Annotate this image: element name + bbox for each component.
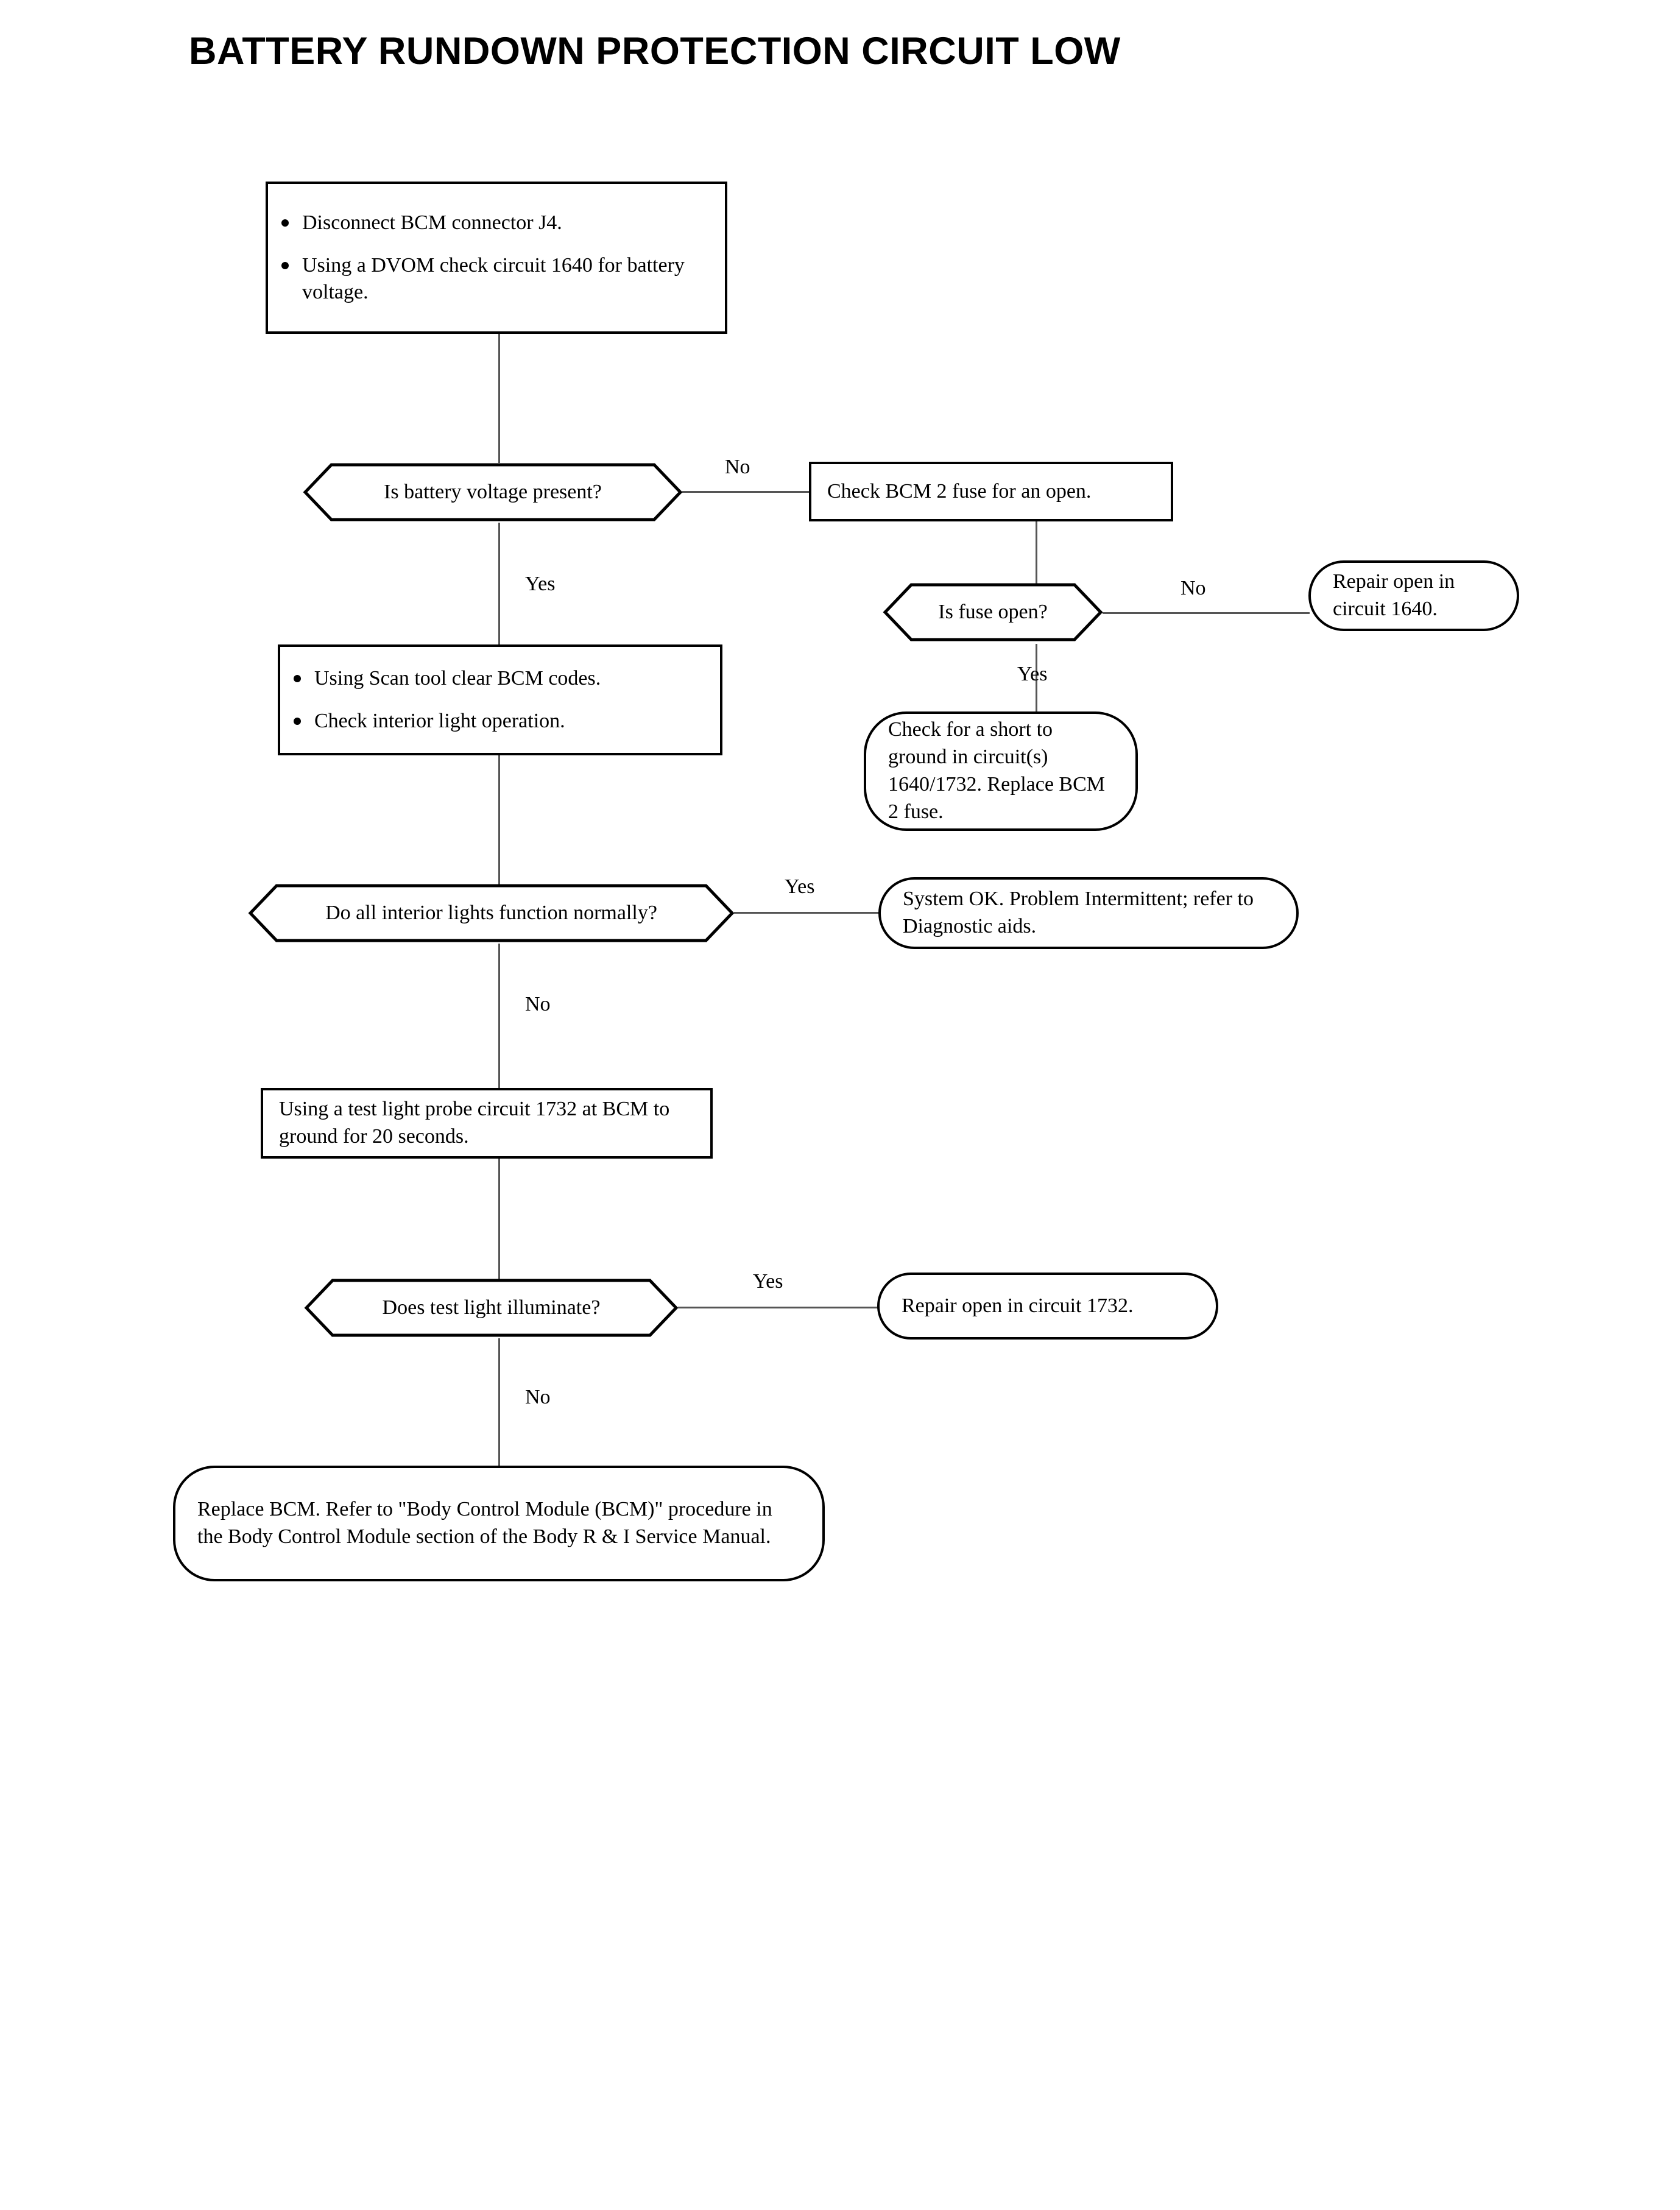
node-scan-clear-codes — [278, 644, 722, 755]
start-bullet-2: Using a DVOM check circuit 1640 for battery voltage. — [302, 252, 725, 306]
system-ok-text: System OK. Problem Intermittent; refer to Diagnostic aids. — [903, 888, 1254, 937]
node-repair-open-1732 — [877, 1273, 1218, 1340]
edge-label-lights-no: No — [525, 993, 551, 1015]
node-start — [266, 182, 727, 334]
connector-testlight-yes — [678, 1307, 879, 1308]
connector-lights-yes — [734, 912, 880, 914]
connector-start-to-voltage — [498, 334, 500, 463]
check-bcm2-fuse-text: Check BCM 2 fuse for an open. — [827, 479, 1092, 503]
start-bullet-list — [268, 210, 725, 306]
node-check-bcm2-fuse — [809, 462, 1173, 521]
decision-fuse-open-label: Is fuse open? — [938, 600, 1048, 623]
decision-interior-lights-label: Do all interior lights function normally? — [325, 901, 657, 924]
check-short-to-ground-text: Check for a short to ground in circuit(s) 1640/1732. Replace BCM 2 fuse. — [888, 718, 1106, 823]
start-bullet-1: Disconnect BCM connector J4. — [302, 210, 725, 236]
connector-lights-no — [498, 944, 500, 1090]
connector-scan-to-lights — [498, 755, 500, 887]
scan-bullet-1: Using Scan tool clear BCM codes. — [314, 665, 720, 692]
scan-bullet-2: Check interior light operation. — [314, 708, 720, 735]
repair-open-1732-text: Repair open in circuit 1732. — [902, 1294, 1134, 1317]
node-decision-test-light — [305, 1279, 678, 1337]
edge-label-voltage-yes: Yes — [525, 573, 556, 595]
decision-battery-voltage-label: Is battery voltage present? — [384, 480, 602, 503]
edge-label-testlight-yes: Yes — [753, 1270, 783, 1293]
page-title: BATTERY RUNDOWN PROTECTION CIRCUIT LOW — [189, 30, 1121, 72]
test-light-probe-text: Using a test light probe circuit 1732 at BCM to ground for 20 seconds. — [279, 1098, 670, 1148]
node-system-ok — [878, 877, 1299, 949]
node-replace-bcm — [173, 1466, 825, 1581]
edge-label-fuse-yes: Yes — [1017, 663, 1048, 685]
edge-label-voltage-no: No — [725, 456, 750, 478]
connector-fuse-no — [1103, 612, 1310, 614]
edge-label-testlight-no: No — [525, 1386, 551, 1408]
node-decision-battery-voltage — [303, 463, 682, 521]
edge-label-lights-yes: Yes — [785, 875, 815, 898]
node-test-light-probe — [261, 1088, 713, 1159]
repair-open-1640-text: Repair open in circuit 1640. — [1333, 570, 1455, 620]
decision-test-light-label: Does test light illuminate? — [382, 1296, 601, 1319]
replace-bcm-text: Replace BCM. Refer to "Body Control Module (BCM)" procedure in the Body Control Module section of the Body R & I Service Manual. — [197, 1498, 772, 1548]
node-decision-interior-lights — [249, 884, 734, 942]
node-check-short-to-ground — [864, 711, 1138, 831]
node-repair-open-1640 — [1308, 560, 1519, 631]
node-decision-fuse-open — [883, 583, 1103, 641]
edge-label-fuse-no: No — [1181, 577, 1206, 599]
scan-bullet-list — [280, 665, 720, 735]
connector-voltage-no — [682, 491, 809, 493]
